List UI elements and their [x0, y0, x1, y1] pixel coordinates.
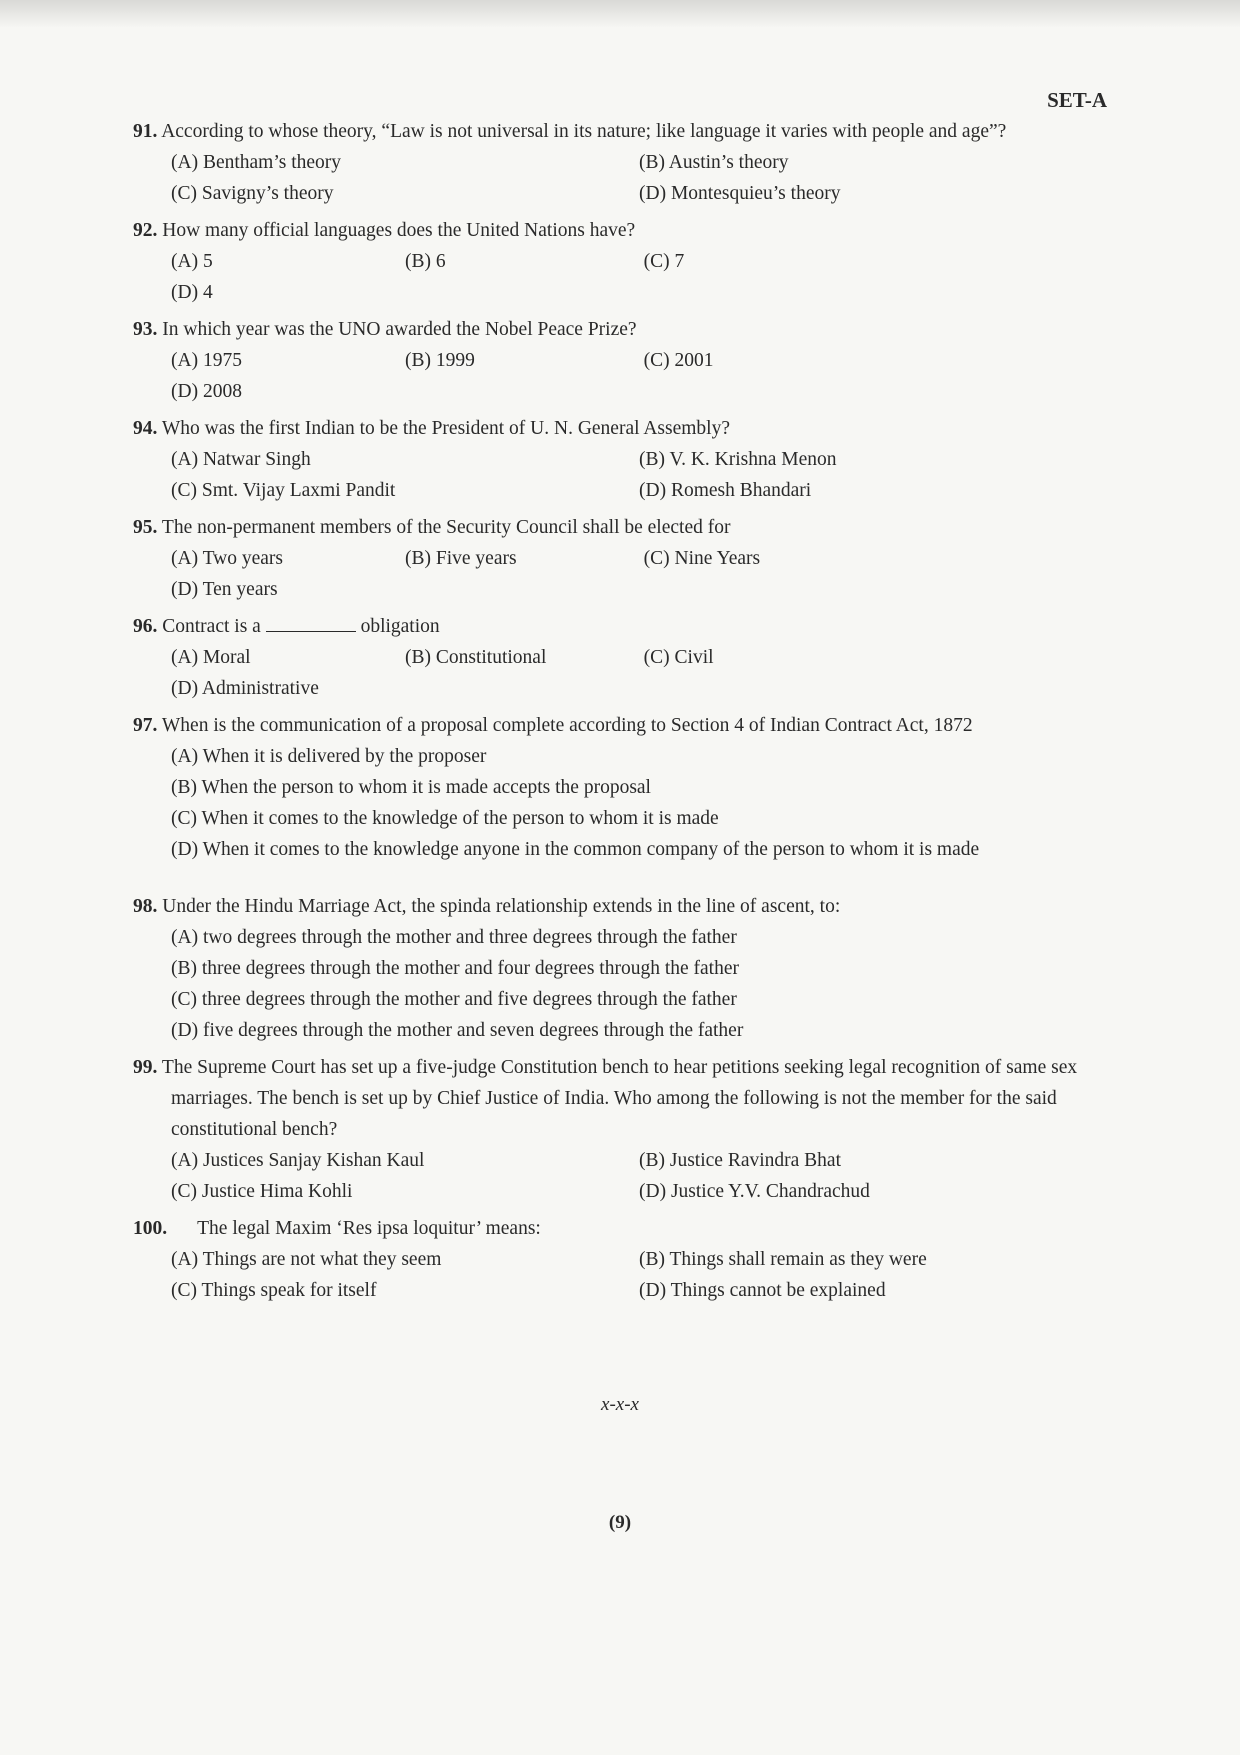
question-92 — [133, 215, 1107, 308]
option-d: (D) When it comes to the knowledge anyone in the common company of the person to whom it is made — [171, 839, 980, 860]
question-text: The Supreme Court has set up a five-judge Constitution bench to hear petitions seeking legal recognition of same sex marriages. The bench is set up by Chief Justice of India. Who among the following is not the member for the said constitutional bench? — [161, 1057, 1078, 1140]
end-of-paper-mark: x-x-x — [601, 1394, 639, 1415]
option-c: (C) Savigny’s theory — [171, 183, 334, 204]
option-c: (C) 7 — [643, 251, 685, 272]
option-b: (B) 1999 — [405, 350, 475, 371]
option-d: (D) Administrative — [171, 678, 319, 699]
question-93 — [133, 314, 1107, 407]
question-text: Under the Hindu Marriage Act, the spinda relationship extends in the line of ascent, to: — [162, 896, 841, 917]
set-label: SET-A — [1047, 88, 1107, 112]
option-a: (A) Things are not what they seem — [171, 1249, 442, 1270]
question-stem — [133, 413, 1107, 444]
question-100 — [133, 1213, 1107, 1306]
option-b: (B) Constitutional — [405, 647, 547, 668]
question-stem — [133, 611, 1107, 642]
option-b: (B) Justice Ravindra Bhat — [639, 1150, 841, 1171]
question-stem — [133, 116, 1107, 147]
options — [133, 642, 1107, 704]
question-number: 94. — [133, 418, 158, 439]
question-99 — [133, 1052, 1107, 1207]
question-text-after-blank: obligation — [360, 616, 440, 637]
question-text: How many official languages does the United Nations have? — [162, 220, 636, 241]
options — [133, 147, 1107, 209]
option-d: (D) Justice Y.V. Chandrachud — [639, 1181, 870, 1202]
option-a: (A) Moral — [171, 647, 251, 668]
option-d: (D) Ten years — [171, 579, 278, 600]
question-text: In which year was the UNO awarded the Nobel Peace Prize? — [162, 319, 637, 340]
options — [133, 345, 1107, 407]
option-a: (A) 5 — [171, 251, 213, 272]
question-stem — [133, 512, 1107, 543]
option-d: (D) Montesquieu’s theory — [639, 183, 841, 204]
option-a: (A) two degrees through the mother and three degrees through the father — [171, 927, 737, 948]
question-number: 91. — [133, 121, 158, 142]
option-a: (A) 1975 — [171, 350, 242, 371]
option-a: (A) Two years — [171, 548, 283, 569]
option-b: (B) three degrees through the mother and four degrees through the father — [171, 958, 739, 979]
question-98 — [133, 891, 1107, 1046]
option-d: (D) five degrees through the mother and seven degrees through the father — [171, 1020, 744, 1041]
question-stem — [133, 891, 1107, 922]
question-number: 96. — [133, 616, 158, 637]
option-d: (D) 4 — [171, 282, 213, 303]
question-91 — [133, 116, 1107, 209]
option-b: (B) Austin’s theory — [639, 152, 789, 173]
options — [133, 444, 1107, 506]
option-c: (C) Justice Hima Kohli — [171, 1181, 353, 1202]
option-c: (C) three degrees through the mother and five degrees through the father — [171, 989, 737, 1010]
question-number: 95. — [133, 517, 158, 538]
question-text: The non-permanent members of the Security Council shall be elected for — [161, 517, 731, 538]
option-b: (B) Five years — [405, 548, 517, 569]
question-number: 97. — [133, 715, 158, 736]
option-c: (C) Nine Years — [643, 548, 761, 569]
option-a: (A) When it is delivered by the proposer — [171, 746, 487, 767]
option-d: (D) Romesh Bhandari — [639, 480, 812, 501]
options — [133, 543, 1107, 605]
question-number: 100. — [133, 1218, 168, 1239]
option-b: (B) When the person to whom it is made accepts the proposal — [171, 777, 651, 798]
option-d: (D) Things cannot be explained — [639, 1280, 886, 1301]
question-text: When is the communication of a proposal complete according to Section 4 of Indian Contract Act, 1872 — [161, 715, 973, 736]
option-a: (A) Bentham’s theory — [171, 152, 342, 173]
page-number: (9) — [608, 1512, 632, 1533]
options — [133, 1145, 1107, 1207]
scan-edge — [0, 0, 1240, 28]
question-96 — [133, 611, 1107, 704]
question-text: According to whose theory, “Law is not universal in its nature; like language it varies with people and age”? — [161, 121, 1007, 142]
question-text: Who was the first Indian to be the President of U. N. General Assembly? — [161, 418, 730, 439]
option-c: (C) 2001 — [643, 350, 714, 371]
options — [133, 741, 1107, 865]
question-list — [133, 116, 1107, 1312]
question-stem — [133, 215, 1107, 246]
option-c: (C) Things speak for itself — [171, 1280, 377, 1301]
question-number: 99. — [133, 1057, 158, 1078]
fill-in-blank — [266, 613, 356, 632]
question-stem — [133, 710, 1107, 741]
question-stem — [133, 1052, 1107, 1145]
question-number: 92. — [133, 220, 158, 241]
option-b: (B) Things shall remain as they were — [639, 1249, 927, 1270]
question-97 — [133, 710, 1107, 865]
option-c: (C) Smt. Vijay Laxmi Pandit — [171, 480, 396, 501]
question-95 — [133, 512, 1107, 605]
option-a: (A) Justices Sanjay Kishan Kaul — [171, 1150, 425, 1171]
option-c: (C) Civil — [643, 647, 714, 668]
question-text-before-blank: Contract is a — [162, 616, 261, 637]
spacer — [133, 871, 1107, 891]
option-d: (D) 2008 — [171, 381, 242, 402]
option-b: (B) 6 — [405, 251, 446, 272]
options — [133, 1244, 1107, 1306]
option-b: (B) V. K. Krishna Menon — [639, 449, 837, 470]
question-number: 98. — [133, 896, 158, 917]
question-94 — [133, 413, 1107, 506]
option-a: (A) Natwar Singh — [171, 449, 311, 470]
question-stem — [133, 1213, 1107, 1244]
question-stem — [133, 314, 1107, 345]
option-c: (C) When it comes to the knowledge of the person to whom it is made — [171, 808, 719, 829]
question-text: The legal Maxim ‘Res ipsa loquitur’ means: — [197, 1218, 541, 1239]
options — [133, 246, 1107, 308]
question-number: 93. — [133, 319, 158, 340]
options — [133, 922, 1107, 1046]
